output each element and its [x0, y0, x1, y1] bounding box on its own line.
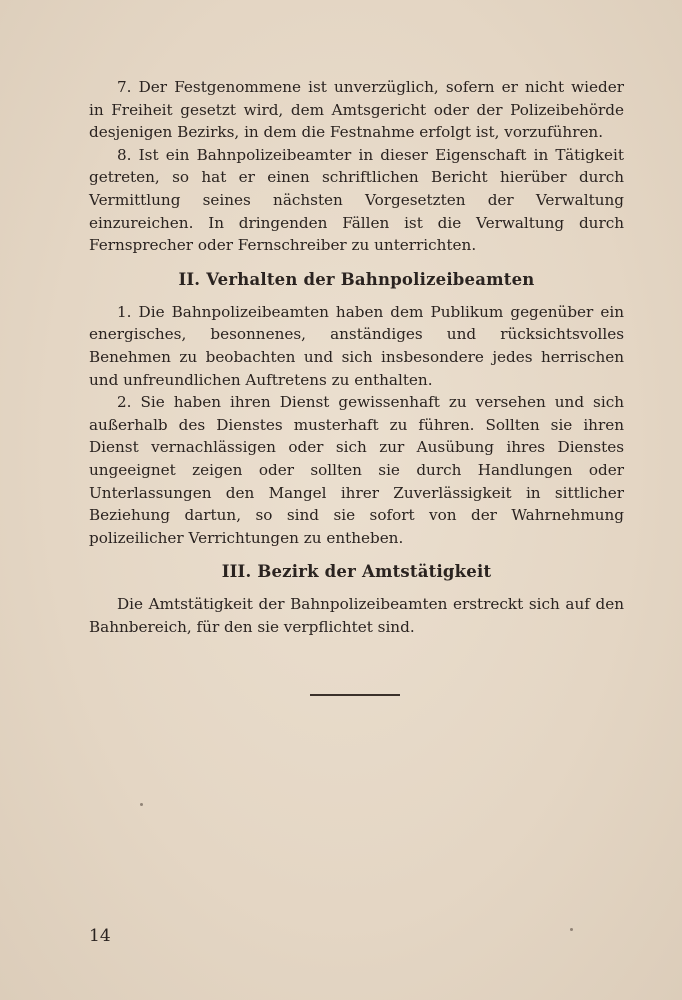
- section-heading-3: III. Bezirk der Amtstätigkeit: [221, 562, 492, 582]
- paper-speck: [570, 928, 573, 931]
- paragraph-ii-1: 1. Die Bahnpolizeibeamten haben dem Publikum gegenüber ein energisches, besonnenes, anständiges und rücksichtsvolles Benehmen zu beobachten und sich insbesondere jedes herrischen und unfreundlichen Auftretens zu enthalten.: [89, 302, 624, 389]
- section-end-rule: [310, 694, 400, 696]
- page-content: [89, 76, 624, 638]
- paragraph-iii: Die Amtstätigkeit der Bahnpolizeibeamten erstreckt sich auf den Bahnbereich, für den sie verpflichtet sind.: [89, 595, 624, 636]
- paper-speck: [140, 803, 143, 806]
- page-number: 14: [89, 926, 111, 946]
- paragraph-ii-2: 2. Sie haben ihren Dienst gewissenhaft zu versehen und sich außerhalb des Dienstes musterhaft zu führen. Sollten sie ihren Dienst vernachlässigen oder sich zur Ausübung ihres Dienstes ungeeignet zeigen oder sollten sie durch Handlungen oder Unterlassungen den Mangel ihrer Zuverlässigkeit in sittlicher Beziehung dartun, so sind sie sofort von der Wahrnehmung polizeilicher Verrichtungen zu entheben.: [89, 393, 624, 547]
- paragraph-8: 8. Ist ein Bahnpolizeibeamter in dieser Eigenschaft in Tätigkeit getreten, so hat er einen schriftlichen Bericht hierüber durch Vermittlung seines nächsten Vorgesetzten der Verwaltung einzureichen. In dringenden Fällen ist die Verwaltung durch Fernsprecher oder Fernschreiber zu unterrichten.: [89, 145, 624, 255]
- paragraph-7: 7. Der Festgenommene ist unverzüglich, sofern er nicht wieder in Freiheit gesetzt wird, dem Amtsgericht oder der Polizeibehörde desjenigen Bezirks, in dem die Festnahme erfolgt ist, vorzuführen.: [89, 78, 624, 142]
- section-heading-2: II. Verhalten der Bahnpolizeibeamten: [178, 269, 535, 289]
